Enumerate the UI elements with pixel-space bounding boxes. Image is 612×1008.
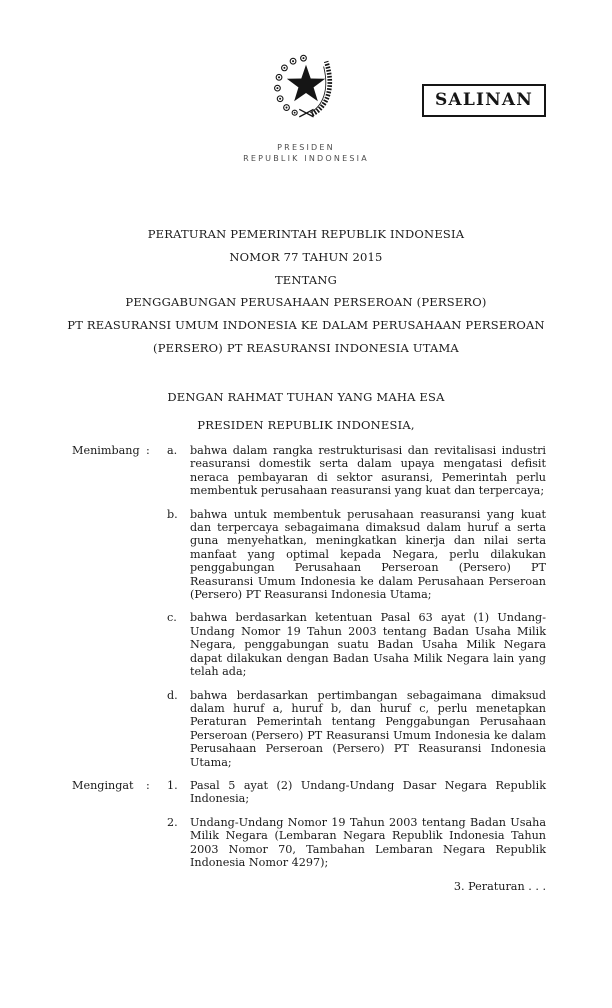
- item-marker: c.: [167, 611, 177, 625]
- considering-clause: [72, 444, 546, 769]
- letterhead: [196, 46, 416, 164]
- title-line-3: TENTANG: [274, 272, 338, 287]
- item-text: bahwa dalam rangka restrukturisasi dan revitalisasi industri reasuransi domestik serta dalam upaya mengatasi defisit neraca pembayaran di sektor asuransi, Pemerintah perlu membentuk perusahaan reasuransi yang kuat dan terpercaya;: [190, 444, 546, 498]
- item-marker: 1.: [167, 778, 178, 792]
- recalling-item-2: [167, 816, 546, 870]
- considering-colon: :: [146, 444, 150, 457]
- recalling-clause: [72, 779, 546, 869]
- item-text: Undang-Undang Nomor 19 Tahun 2003 tentang Badan Usaha Milik Negara (Lembaran Negara Republik Indonesia Tahun 2003 Nomor 70, Tambahan Lembaran Negara Republik Indonesia Nomor 4297);: [190, 815, 546, 869]
- regulation-title: [0, 223, 612, 360]
- item-marker: a.: [167, 444, 178, 457]
- item-text: bahwa berdasarkan ketentuan Pasal 63 ayat (1) Undang-Undang Nomor 19 Tahun 2003 tentang Badan Usaha Milik Negara, penggabungan suatu Badan Usaha Milik Negara dapat dilakukan dengan Badan Usaha Milik Negara lain yang telah ada;: [190, 611, 546, 679]
- page-catchword: 3. Peraturan . . .: [453, 880, 546, 894]
- item-text: bahwa untuk membentuk perusahaan reasuransi yang kuat dan terpercaya sebagaimana dimaksud dalam huruf a serta guna menyehatkan, meningkatkan kinerja dan nilai serta manfaat yang optimal kepada Negara, perlu dilakukan penggabungan Perusahaan Perseroan (Persero) PT Reasuransi Umum Indonesia ke dalam Perusahaan Perseroan (Persero) PT Reasuransi Indonesia Utama;: [190, 507, 546, 602]
- title-line-2: NOMOR 77 TAHUN 2015: [229, 249, 383, 264]
- considering-item-c: [167, 611, 546, 678]
- considering-item-d: [167, 689, 546, 769]
- recalling-item-1: [167, 779, 546, 806]
- presidential-emblem-icon: [264, 46, 348, 138]
- title-line-4: PENGGABUNGAN PERUSAHAAN PERSEROAN (PERSERO): [125, 295, 487, 310]
- item-text: bahwa berdasarkan pertimbangan sebagaimana dimaksud dalam huruf a, huruf b, dan huruf c, perlu menetapkan Peraturan Pemerintah tentang Penggabungan Perusahaan Perseroan (Persero) PT Reasuransi Umum Indonesia ke dalam Perusahaan Perseroan (Persero) PT Reasuransi Indonesia Utama;: [190, 688, 546, 769]
- invocation-line: DENGAN RAHMAT TUHAN YANG MAHA ESA: [167, 390, 445, 404]
- considering-item-a: [167, 444, 546, 498]
- recalling-label: Mengingat: [72, 778, 134, 792]
- authority-line: PRESIDEN REPUBLIK INDONESIA,: [197, 418, 415, 432]
- document-body: [72, 444, 546, 894]
- item-marker: b.: [167, 507, 178, 521]
- considering-item-b: [167, 508, 546, 602]
- salinan-stamp: SALINAN: [422, 84, 546, 117]
- title-line-5: PT REASURANSI UMUM INDONESIA KE DALAM PERUSAHAAN PERSEROAN: [67, 318, 545, 333]
- item-marker: d.: [167, 688, 178, 702]
- item-text: Pasal 5 ayat (2) Undang-Undang Dasar Negara Republik Indonesia;: [190, 778, 546, 806]
- recalling-colon: :: [146, 778, 150, 792]
- letterhead-caption-line1: PRESIDEN: [277, 143, 335, 152]
- title-line-6: (PERSERO) PT REASURANSI INDONESIA UTAMA: [153, 340, 459, 355]
- title-line-1: PERATURAN PEMERINTAH REPUBLIK INDONESIA: [147, 227, 465, 241]
- letterhead-caption-line2: REPUBLIK INDONESIA: [243, 153, 369, 163]
- considering-label: Menimbang: [72, 444, 140, 457]
- item-marker: 2.: [167, 815, 178, 829]
